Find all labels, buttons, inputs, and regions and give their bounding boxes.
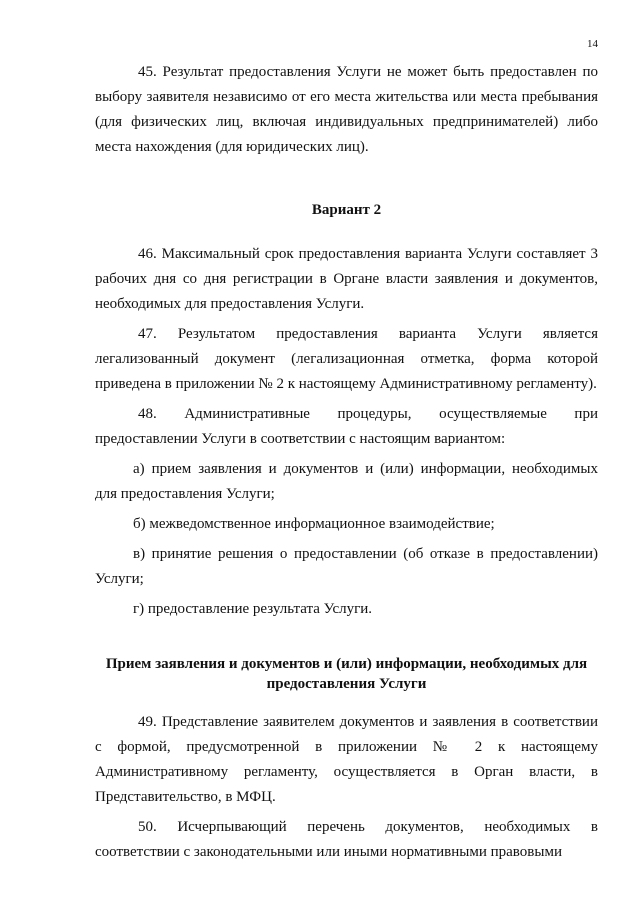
paragraph-50: 50. Исчерпывающий перечень документов, необходимых в соответствии с законодательными или иными нормативными правовыми xyxy=(95,819,598,860)
paragraph-49: 49. Представление заявителем документов и заявления в соответствии с формой, предусмотренной в приложении № 2 к настоящему Административному регламенту, осуществляется в Орган власти, в Представительство, в МФЦ. xyxy=(95,714,598,805)
paragraph-47: 47. Результатом предоставления варианта Услуги является легализованный документ (легализационная отметка, форма которой приведена в приложении № 2 к настоящему Административному регламенту). xyxy=(95,326,598,392)
heading-reception: Прием заявления и документов и (или) информации, необходимых для предоставления Услуги xyxy=(105,656,588,692)
paragraph-46: 46. Максимальный срок предоставления варианта Услуги составляет 3 рабочих дня со дня регистрации в Органе власти заявления и документов, необходимых для предоставления Услуги. xyxy=(95,246,598,312)
list-item-d: г) предоставление результата Услуги. xyxy=(133,601,373,617)
list-item-c: в) принятие решения о предоставлении (об отказе в предоставлении) Услуги; xyxy=(95,546,598,587)
heading-variant-2: Вариант 2 xyxy=(311,202,382,218)
paragraph-48: 48. Административные процедуры, осуществляемые при предоставлении Услуги в соответствии с настоящим вариантом: xyxy=(95,406,598,447)
list-item-b: б) межведомственное информационное взаимодействие; xyxy=(133,516,495,532)
paragraph-45: 45. Результат предоставления Услуги не может быть предоставлен по выбору заявителя независимо от его места жительства или места пребывания (для физических лиц, включая индивидуальных предпринимателей) либо места нахождения (для юридических лиц). xyxy=(95,64,598,155)
list-item-a: а) прием заявления и документов и (или) информации, необходимых для предоставления Услуги; xyxy=(95,461,598,502)
page-number: 14 xyxy=(587,38,598,50)
